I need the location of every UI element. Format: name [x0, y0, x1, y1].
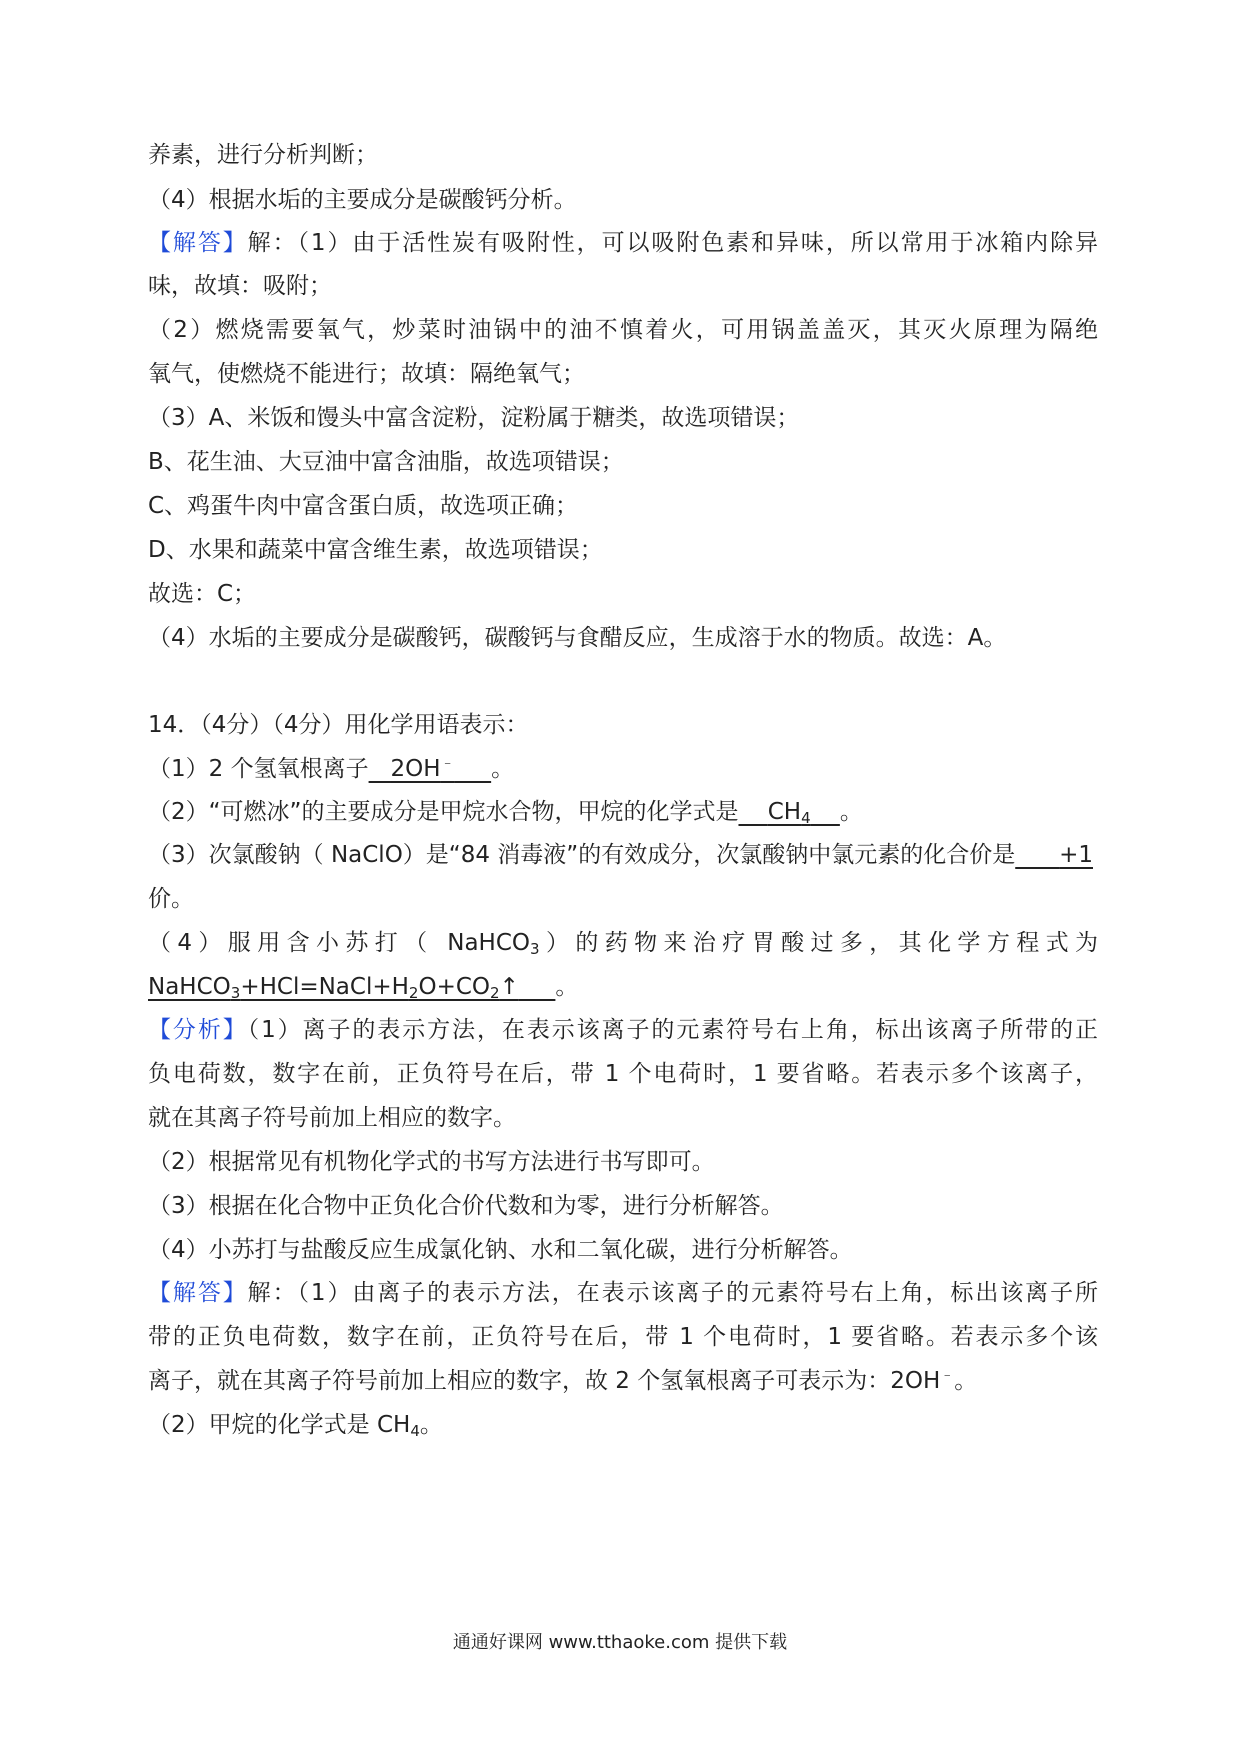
- text: 味，故填：吸附；: [148, 273, 332, 299]
- text: ）的药物来治疗胃酸过多，其化学方程式为: [539, 930, 1099, 956]
- text-line: [148, 359, 1098, 389]
- question-title: [148, 710, 1098, 740]
- text: （4）小苏打与盐酸反应生成氯化钠、水和二氧化碳，进行分析解答。: [148, 1237, 853, 1263]
- superscript: ﹣: [440, 755, 455, 771]
- text-line: [148, 271, 1098, 301]
- text: （4）根据水垢的主要成分是碳酸钙分析。: [148, 187, 577, 213]
- analysis-line: [148, 1015, 1098, 1045]
- question-part: [148, 754, 1098, 784]
- text-line: [148, 1059, 1098, 1089]
- answer-tag: 【解答】: [148, 1280, 248, 1306]
- text: 解：（1）由离子的表示方法，在表示该离子的元素符号右上角，标出该离子所: [247, 1280, 1098, 1306]
- question-part: [148, 840, 1098, 870]
- page-footer: 通通好课网 www.tthaoke.com 提供下载: [452, 1632, 788, 1653]
- text-line: [148, 1235, 1098, 1265]
- text: 养素，进行分析判断；: [148, 142, 378, 168]
- text-line: [148, 403, 1098, 433]
- text: 价。: [148, 886, 194, 912]
- answer-line: [148, 1278, 1098, 1308]
- text: （4）水垢的主要成分是碳酸钙，碳酸钙与食醋反应，生成溶于水的物质。故选：A。: [148, 625, 1007, 651]
- text-line: [148, 315, 1098, 345]
- text: 氧气，使燃烧不能进行；故填：隔绝氧气；: [148, 361, 585, 387]
- text: 带的正负电荷数，数字在前，正负符号在后，带 1 个电荷时，1 要省略。若表示多个该: [148, 1324, 1098, 1350]
- text: 解：（1）由于活性炭有吸附性，可以吸附色素和异味，所以常用于冰箱内除异: [247, 230, 1098, 256]
- question-part: [148, 797, 1098, 827]
- subscript: 4: [801, 809, 811, 827]
- text: 。: [419, 1412, 443, 1438]
- text: 14．（4分）（4分）用化学用语表示：: [148, 712, 529, 738]
- text-line: [148, 535, 1098, 565]
- text-line: [148, 447, 1098, 477]
- text-line: [148, 491, 1098, 521]
- text: （1）2 个氢氧根离子: [148, 756, 369, 782]
- subscript: 3: [530, 940, 540, 958]
- subscript: 2: [408, 984, 419, 1002]
- equation-text: O+CO: [418, 974, 491, 1000]
- answer-blank: [148, 974, 555, 1000]
- subscript: 3: [230, 984, 241, 1002]
- text-line: [148, 1191, 1098, 1221]
- answer-tag: 【解答】: [148, 230, 248, 256]
- text: 就在其离子符号前加上相应的数字。: [148, 1105, 516, 1131]
- text-line: [148, 1103, 1098, 1133]
- text: （2）根据常见有机物化学式的书写方法进行书写即可。: [148, 1149, 715, 1175]
- equation-text: +HCl=NaCl+H: [240, 974, 409, 1000]
- text: C、鸡蛋牛肉中富含蛋白质，故选项正确；: [148, 493, 579, 519]
- text: （2）甲烷的化学式是 CH: [148, 1412, 411, 1438]
- text-line: [148, 140, 1098, 170]
- text: 离子，就在其离子符号前加上相应的数字，故 2 个氢氧根离子可表示为：2OH: [148, 1368, 941, 1394]
- text-line: [148, 1147, 1098, 1177]
- text-line: [148, 1322, 1098, 1352]
- text: （4）服用含小苏打（ NaHCO: [148, 930, 531, 956]
- text-line: [148, 623, 1098, 653]
- subscript: 2: [490, 984, 500, 1002]
- subscript: 4: [410, 1422, 420, 1440]
- text: 故选：C；: [148, 581, 257, 607]
- text: D、水果和蔬菜中富含维生素，故选项错误；: [148, 537, 603, 563]
- analysis-tag: 【分析】: [148, 1017, 248, 1043]
- text: 。: [491, 756, 515, 782]
- text: （3）根据在化合物中正负化合价代数和为零，进行分析解答。: [148, 1193, 784, 1219]
- answer-line: [148, 228, 1098, 258]
- text: （2）“可燃冰”的主要成分是甲烷水合物，甲烷的化学式是: [148, 799, 739, 825]
- text: （3）次氯酸钠（ NaClO）是“84 消毒液”的有效成分，次氯酸钠中氯元素的化合价是: [148, 842, 1016, 868]
- text: （3）A、米饭和馒头中富含淀粉，淀粉属于糖类，故选项错误；: [148, 405, 800, 431]
- text-line: [148, 579, 1098, 609]
- gas-arrow: ↑: [499, 974, 519, 1000]
- text: （2）燃烧需要氧气，炒菜时油锅中的油不慎着火，可用锅盖盖灭，其灭火原理为隔绝: [148, 317, 1098, 343]
- answer-blank: [369, 756, 492, 782]
- answer-blank: [1015, 842, 1093, 868]
- text-line: [148, 884, 1098, 914]
- text: 。: [839, 799, 863, 825]
- text-line: [148, 1410, 1098, 1440]
- text: 负电荷数，数字在前，正负符号在后，带 1 个电荷时，1 要省略。若表示多个该离子，: [148, 1061, 1098, 1087]
- text: 。: [555, 974, 579, 1000]
- answer-text: +1: [1059, 842, 1093, 868]
- text-line: [148, 1366, 1098, 1396]
- equation-text: NaHCO: [148, 974, 231, 1000]
- answer-text: CH: [767, 799, 802, 825]
- text-line: [148, 185, 1098, 215]
- text: 。: [954, 1368, 978, 1394]
- superscript: ﹣: [940, 1367, 955, 1383]
- question-part: [148, 928, 1098, 958]
- text: （1）离子的表示方法，在表示该离子的元素符号右上角，标出该离子所带的正: [247, 1017, 1098, 1043]
- answer-blank: [738, 799, 839, 825]
- answer-text: 2OH: [390, 756, 441, 782]
- text: B、花生油、大豆油中富含油脂，故选项错误；: [148, 449, 624, 475]
- equation-line: [148, 972, 1098, 1002]
